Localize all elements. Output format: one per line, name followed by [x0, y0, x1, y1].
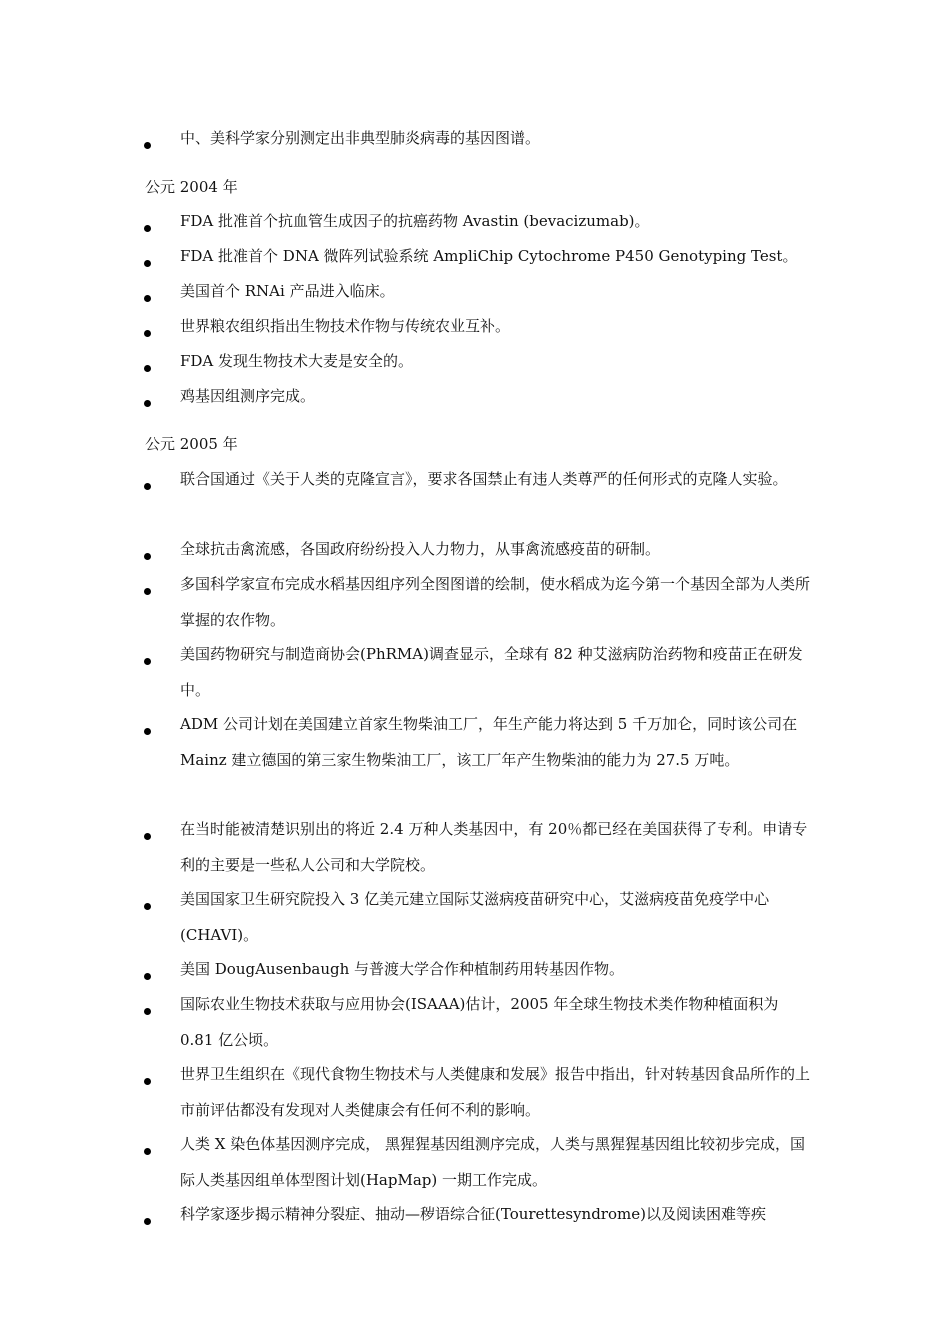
list-item: 鸡基因组测序完成。	[180, 387, 316, 405]
list-item: 美国首个 RNAi 产品进入临床。	[180, 282, 395, 300]
list-item: 中、美科学家分别测定出非典型肺炎病毒的基因图谱。	[180, 129, 541, 147]
year-heading: 公元 2005 年	[145, 435, 238, 453]
bullet-icon	[144, 658, 151, 665]
list-item: FDA 批准首个抗血管生成因子的抗癌药物 Avastin (bevacizumab)。	[180, 212, 650, 230]
bullet-icon	[144, 483, 151, 490]
bullet-icon	[144, 1218, 151, 1225]
list-item: 美国 DougAusenbaugh 与普渡大学合作种植制药用转基因作物。	[180, 960, 625, 978]
bullet-icon	[144, 260, 151, 267]
list-item: 美国药物研究与制造商协会(PhRMA)调查显示，全球有 82 种艾滋病防治药物和疫苗正在研发中。	[180, 645, 803, 699]
bullet-icon	[144, 295, 151, 302]
list-item: 美国国家卫生研究院投入 3 亿美元建立国际艾滋病疫苗研究中心，艾滋病疫苗免疫学中心(CHAVI)。	[180, 890, 770, 944]
bullet-icon	[144, 330, 151, 337]
bullet-icon	[144, 1148, 151, 1155]
list-item: FDA 批准首个 DNA 微阵列试验系统 AmpliChip Cytochrome P450 Genotyping Test。	[180, 247, 798, 265]
list-item: 在当时能被清楚识别出的将近 2.4 万种人类基因中，有 20％都已经在美国获得了专利。申请专利的主要是一些私人公司和大学院校。	[180, 820, 808, 874]
list-item: 世界卫生组织在《现代食物生物技术与人类健康和发展》报告中指出，针对转基因食品所作的上市前评估都没有发现对人类健康会有任何不利的影响。	[180, 1065, 811, 1119]
list-item: 人类 X 染色体基因测序完成， 黑猩猩基因组测序完成，人类与黑猩猩基因组比较初步完成，国际人类基因组单体型图计划(HapMap) 一期工作完成。	[180, 1135, 805, 1189]
bullet-icon	[144, 225, 151, 232]
bullet-icon	[144, 903, 151, 910]
year-heading: 公元 2004 年	[145, 178, 238, 196]
bullet-icon	[144, 973, 151, 980]
list-item: FDA 发现生物技术大麦是安全的。	[180, 352, 414, 370]
bullet-icon	[144, 1008, 151, 1015]
list-item: ADM 公司计划在美国建立首家生物柴油工厂，年生产能力将达到 5 千万加仑，同时该公司在 Mainz 建立德国的第三家生物柴油工厂，该工厂年产生物柴油的能力为 27.5 万吨。	[180, 715, 798, 769]
list-item: 联合国通过《关于人类的克隆宣言》，要求各国禁止有违人类尊严的任何形式的克隆人实验。	[180, 470, 788, 488]
bullet-icon	[144, 588, 151, 595]
bullet-icon	[144, 142, 151, 149]
bullet-icon	[144, 400, 151, 407]
list-item: 多国科学家宣布完成水稻基因组序列全图图谱的绘制，使水稻成为迄今第一个基因全部为人类所掌握的农作物。	[180, 575, 811, 629]
bullet-icon	[144, 833, 151, 840]
bullet-icon	[144, 728, 151, 735]
list-item: 国际农业生物技术获取与应用协会(ISAAA)估计，2005 年全球生物技术类作物种植面积为 0.81 亿公顷。	[180, 995, 779, 1049]
list-item: 全球抗击禽流感，各国政府纷纷投入人力物力，从事禽流感疫苗的研制。	[180, 540, 661, 558]
list-item: 科学家逐步揭示精神分裂症、抽动—秽语综合征(Tourettesyndrome)以及阅读困难等疾	[180, 1205, 766, 1223]
bullet-icon	[144, 365, 151, 372]
bullet-icon	[144, 1078, 151, 1085]
bullet-icon	[144, 553, 151, 560]
list-item: 世界粮农组织指出生物技术作物与传统农业互补。	[180, 317, 511, 335]
